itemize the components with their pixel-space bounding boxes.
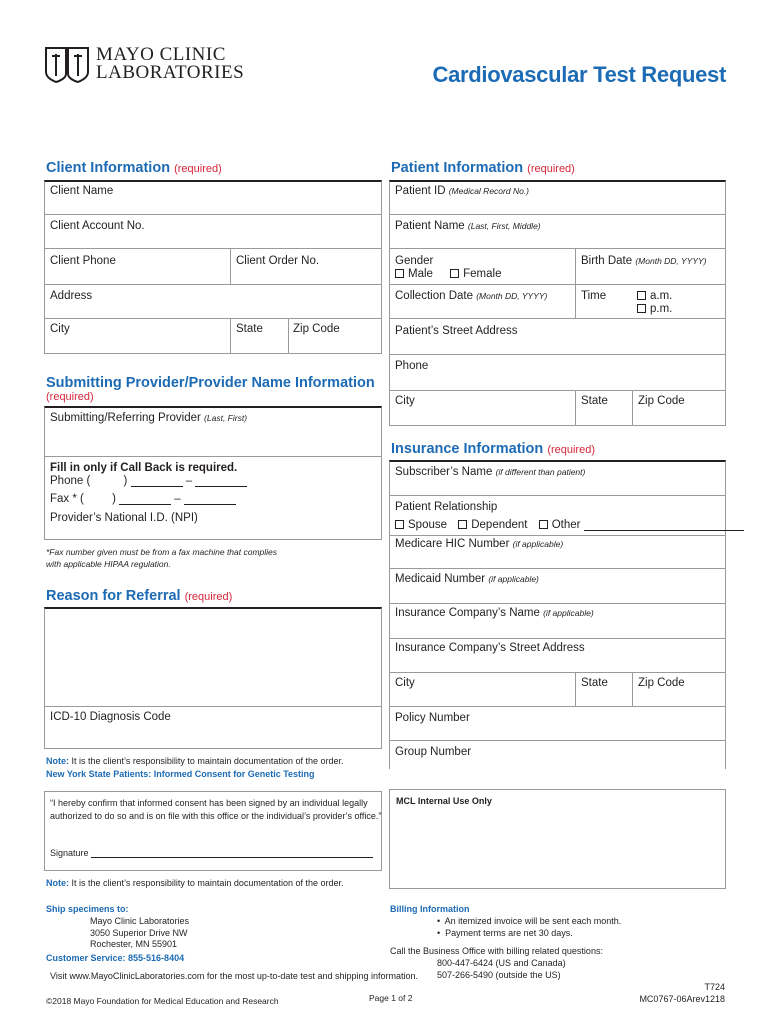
note-label: Note:	[46, 756, 69, 766]
logo-line-2: LABORATORIES	[96, 62, 245, 83]
patient-relationship-label: Patient Relationship	[395, 501, 498, 513]
insurance-zip-field[interactable]: Zip Code	[638, 677, 685, 689]
patient-state-field[interactable]: State	[581, 395, 608, 407]
referring-provider-label: Submitting/Referring Provider	[50, 412, 201, 424]
signature-field[interactable]	[50, 848, 373, 858]
business-office-note: Call the Business Office with billing related questions:	[390, 946, 603, 956]
phone-label: Phone (	[50, 475, 91, 487]
consent-line-1: “I hereby confirm that informed consent has been signed by an individual legally	[50, 798, 368, 808]
billing-info-label: Billing Information	[390, 904, 470, 914]
client-address-field[interactable]: Address	[50, 290, 93, 302]
patient-name-label: Patient Name	[395, 220, 465, 232]
form-code: T724	[704, 982, 725, 992]
client-info-title: Client Information	[46, 160, 171, 176]
gender-male-checkbox[interactable]	[395, 268, 433, 280]
copyright: ©2018 Mayo Foundation for Medical Education and Research	[46, 996, 279, 1006]
gender-label: Gender	[395, 255, 434, 267]
note-text: It is the client’s responsibility to maintain documentation of the order.	[69, 756, 344, 766]
referral-title: Reason for Referral	[46, 588, 181, 604]
referral-reason-area[interactable]	[45, 609, 381, 705]
time-pm-checkbox[interactable]	[637, 303, 672, 315]
insurance-company-hint: (if applicable)	[543, 608, 594, 618]
fax-note-line-2: with applicable HIPAA regulation.	[46, 559, 171, 569]
checkbox-icon	[458, 520, 467, 529]
relationship-options	[395, 519, 744, 531]
time-am-checkbox[interactable]	[637, 290, 672, 302]
client-name-field[interactable]: Client Name	[50, 185, 114, 197]
phone-us: 800-447-6424 (US and Canada)	[437, 958, 566, 968]
order-documentation-note	[46, 756, 343, 766]
other-label: Other	[551, 519, 581, 531]
dependent-checkbox[interactable]	[458, 519, 527, 531]
client-city-field[interactable]: City	[50, 323, 70, 335]
ship-line-2: 3050 Superior Drive NW	[90, 927, 188, 938]
icd10-field[interactable]: ICD-10 Diagnosis Code	[50, 711, 171, 723]
subscriber-name-field[interactable]	[395, 466, 585, 478]
callback-note: Fill in only if Call Back is required.	[50, 462, 238, 474]
ny-consent-title: New York State Patients: Informed Consent for Genetic Testing	[46, 769, 315, 779]
time-label: Time	[581, 290, 607, 302]
provider-npi-field[interactable]: Provider’s National I.D. (NPI)	[50, 512, 198, 524]
collection-date-field[interactable]	[395, 290, 547, 302]
provider-phone-field[interactable]: Phone ( ) –	[50, 475, 247, 487]
billing-item-text: Payment terms are net 30 days.	[445, 927, 573, 938]
required-label: (required)	[174, 163, 222, 175]
checkbox-icon	[637, 304, 646, 313]
checkbox-icon	[395, 520, 404, 529]
patient-info-heading	[391, 160, 575, 176]
gender-female-checkbox[interactable]	[450, 268, 501, 280]
phone-outside-us: 507-266-5490 (outside the US)	[437, 969, 561, 980]
insurance-title: Insurance Information	[391, 441, 544, 457]
referring-provider-field[interactable]	[50, 412, 247, 424]
patient-name-hint: (Last, First, Middle)	[467, 221, 541, 231]
referral-heading	[46, 588, 232, 604]
billing-phones	[437, 958, 566, 981]
consent-statement	[50, 797, 381, 823]
insurance-company-field[interactable]	[395, 607, 594, 619]
fax-label: Fax * (	[50, 493, 84, 505]
client-order-field[interactable]: Client Order No.	[236, 255, 320, 267]
insurance-required-label: (required)	[547, 444, 595, 456]
patient-id-label: Patient ID	[395, 185, 446, 197]
client-phone-field[interactable]: Client Phone	[50, 255, 116, 267]
other-input-line[interactable]	[584, 530, 744, 531]
patient-phone-field[interactable]: Phone	[395, 360, 429, 372]
patient-name-field[interactable]	[395, 220, 541, 232]
consent-line-2: authorized to do so and is on file with this office or the individual’s provider’s office.”	[50, 811, 382, 821]
subscriber-name-label: Subscriber’s Name	[395, 466, 493, 478]
billing-item-text: An itemized invoice will be sent each month.	[444, 916, 622, 926]
provider-fax-field[interactable]: Fax * ( ) –	[50, 493, 236, 505]
female-label: Female	[463, 268, 502, 280]
patient-id-hint: (Medical Record No.)	[448, 186, 530, 196]
medicare-field[interactable]	[395, 538, 563, 550]
customer-service: Customer Service: 855-516-8404	[46, 953, 185, 963]
client-account-field[interactable]: Client Account No.	[50, 220, 145, 232]
patient-street-field[interactable]: Patient’s Street Address	[395, 325, 518, 337]
patient-zip-field[interactable]: Zip Code	[638, 395, 685, 407]
provider-required-label: (required)	[46, 391, 94, 403]
patient-city-field[interactable]: City	[395, 395, 415, 407]
patient-info-title: Patient Information	[391, 160, 524, 176]
medicaid-label: Medicaid Number	[395, 573, 486, 585]
checkbox-icon	[637, 291, 646, 300]
client-state-field[interactable]: State	[236, 323, 263, 335]
ship-line-3: Rochester, MN 55901	[90, 939, 178, 949]
policy-number-field[interactable]: Policy Number	[395, 712, 470, 724]
logo-wordmark	[96, 46, 244, 82]
billing-item: • An itemized invoice will be sent each month.	[437, 916, 622, 926]
spouse-checkbox[interactable]	[395, 519, 447, 531]
logo-line-1: MAYO CLINIC	[96, 44, 226, 65]
insurance-city-field[interactable]: City	[395, 677, 415, 689]
dependent-label: Dependent	[471, 519, 528, 531]
page-number: Page 1 of 2	[369, 993, 413, 1003]
other-checkbox[interactable]	[539, 519, 581, 531]
checkbox-icon	[450, 269, 459, 278]
provider-heading: Submitting Provider/Provider Name Information	[46, 375, 375, 391]
billing-list	[437, 916, 621, 939]
fax-note-line-1: *Fax number given must be from a fax machine that complies	[46, 547, 278, 557]
subscriber-name-hint: (if different than patient)	[495, 467, 586, 477]
birth-date-field[interactable]	[581, 255, 707, 267]
page-title: Cardiovascular Test Request	[432, 62, 726, 87]
spouse-label: Spouse	[408, 519, 448, 531]
note-2-label: Note:	[46, 878, 69, 888]
mayo-shield-logo-icon	[44, 46, 90, 84]
group-number-field[interactable]: Group Number	[395, 746, 472, 758]
referring-provider-hint: (Last, First)	[204, 413, 248, 423]
medicaid-field[interactable]	[395, 573, 539, 585]
collection-date-label: Collection Date	[395, 290, 473, 302]
am-label: a.m.	[650, 290, 673, 302]
client-info-heading	[46, 160, 222, 176]
website-note: Visit www.MayoClinicLaboratories.com for the most up-to-date test and shipping information.	[50, 971, 419, 981]
fax-note	[46, 546, 277, 570]
insurance-heading	[391, 441, 595, 457]
gender-options	[395, 268, 502, 280]
referral-required-label: (required)	[184, 591, 233, 603]
patient-id-field[interactable]	[395, 185, 529, 197]
form-revision: MC0767-06Arev1218	[639, 994, 725, 1004]
medicaid-hint: (if applicable)	[488, 574, 539, 584]
client-zip-field[interactable]: Zip Code	[293, 323, 340, 335]
birth-date-hint: (Month DD, YYYY)	[635, 256, 707, 266]
billing-item: • Payment terms are net 30 days.	[437, 927, 573, 938]
note-2-text: It is the client’s responsibility to maintain documentation of the order.	[69, 878, 344, 888]
medicare-label: Medicare HIC Number	[395, 538, 510, 550]
order-documentation-note-2	[46, 878, 343, 888]
medicare-hint: (if applicable)	[512, 539, 564, 549]
signature-label: Signature	[50, 848, 89, 858]
collection-date-hint: (Month DD, YYYY)	[476, 291, 548, 301]
patient-required-label: (required)	[527, 163, 575, 175]
checkbox-icon	[395, 269, 404, 278]
birth-date-label: Birth Date	[581, 255, 633, 267]
checkbox-icon	[539, 520, 548, 529]
insurance-address-field[interactable]: Insurance Company’s Street Address	[395, 642, 585, 654]
form-number	[639, 981, 725, 1005]
insurance-company-label: Insurance Company’s Name	[395, 607, 540, 619]
ship-specimens-label: Ship specimens to:	[46, 904, 129, 914]
pm-label: p.m.	[650, 303, 673, 315]
ship-address	[90, 916, 189, 951]
insurance-state-field[interactable]: State	[581, 677, 608, 689]
male-label: Male	[408, 268, 433, 280]
mcl-internal-label: MCL Internal Use Only	[396, 796, 492, 806]
ship-line-1: Mayo Clinic Laboratories	[90, 916, 190, 926]
